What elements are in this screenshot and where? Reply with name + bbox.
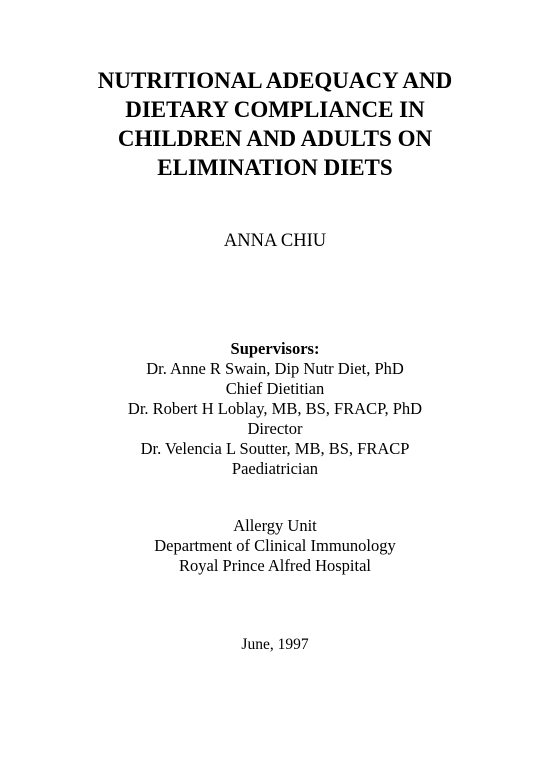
supervisor-role: Paediatrician bbox=[231, 459, 319, 478]
title-line: DIETARY COMPLIANCE IN bbox=[125, 97, 425, 122]
title-line: CHILDREN AND ADULTS ON bbox=[117, 126, 433, 151]
title-line: NUTRITIONAL ADEQUACY AND bbox=[97, 68, 453, 93]
unit-name: Allergy Unit bbox=[233, 516, 317, 535]
submission-date: June, 1997 bbox=[241, 636, 309, 653]
supervisors-section bbox=[0, 339, 550, 479]
supervisor-name: Dr. Velencia L Soutter, MB, BS, FRACP bbox=[140, 439, 410, 458]
supervisor-role: Chief Dietitian bbox=[225, 379, 325, 398]
department-name: Department of Clinical Immunology bbox=[154, 536, 396, 555]
supervisor-name: Dr. Anne R Swain, Dip Nutr Diet, PhD bbox=[146, 359, 404, 378]
supervisor-name: Dr. Robert H Loblay, MB, BS, FRACP, PhD bbox=[127, 399, 423, 418]
title-line: ELIMINATION DIETS bbox=[157, 155, 393, 180]
thesis-title bbox=[0, 66, 550, 182]
supervisor-role: Director bbox=[247, 419, 303, 438]
institution-section bbox=[0, 516, 550, 576]
supervisors-heading: Supervisors: bbox=[230, 339, 320, 358]
hospital-name: Royal Prince Alfred Hospital bbox=[178, 556, 371, 575]
author-name: ANNA CHIU bbox=[223, 231, 327, 251]
